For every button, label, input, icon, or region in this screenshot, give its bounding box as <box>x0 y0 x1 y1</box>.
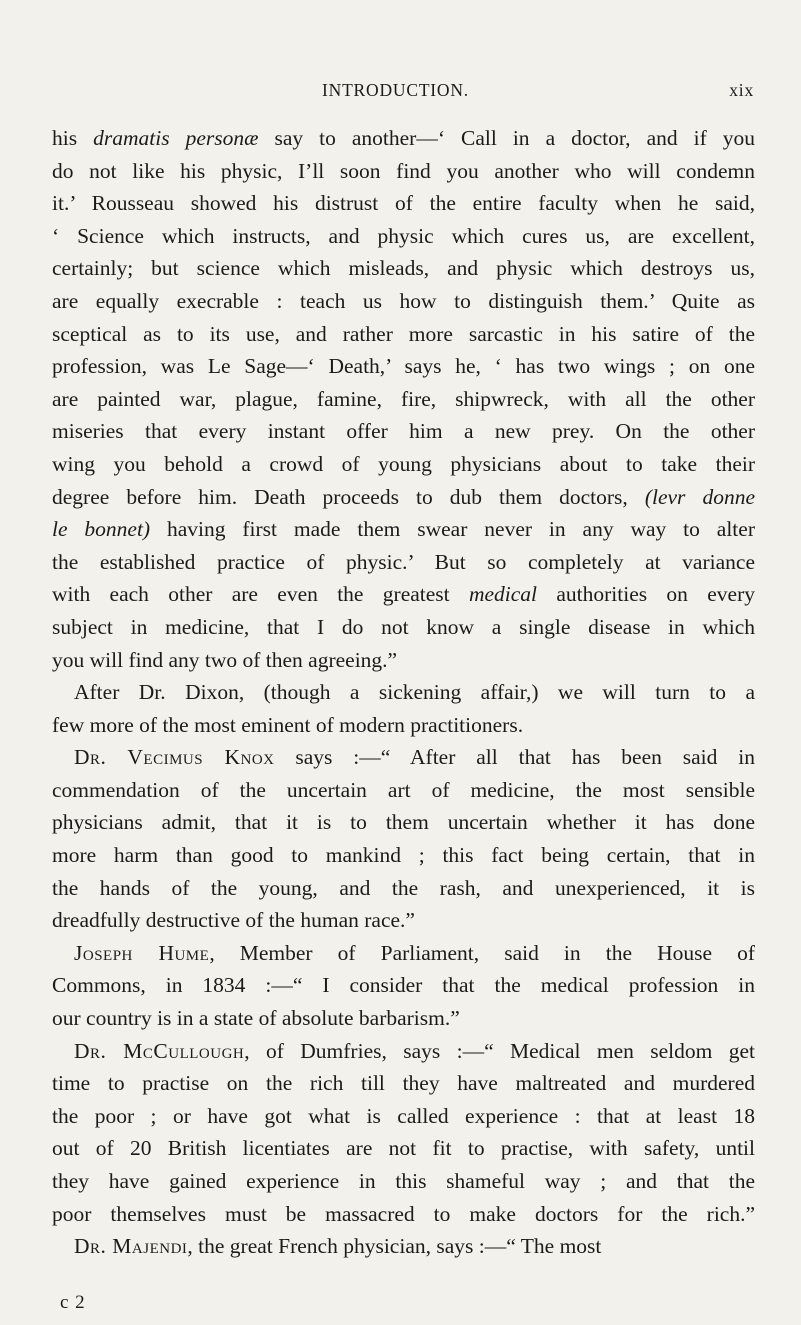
text-run: poor themselves must be massacred to make doctors for the rich.” <box>52 1201 755 1226</box>
small-caps-name: Dr. Majendi <box>74 1234 188 1259</box>
text-run: , Member of Parliament, said in the House of <box>209 940 755 965</box>
small-caps-name: Dr. Vecimus Knox <box>74 745 275 770</box>
text-run: certainly; but science which misleads, and physic which destroys us, <box>52 256 755 281</box>
text-line <box>52 611 755 644</box>
text-line <box>52 839 755 872</box>
italic-run: dramatis personæ <box>93 126 259 150</box>
text-line <box>52 709 755 742</box>
text-line <box>52 285 755 318</box>
text-run: the established practice of physic.’ But so completely at variance <box>52 549 755 574</box>
text-line <box>52 741 755 774</box>
text-run: are painted war, plague, famine, fire, shipwreck, with all the other <box>52 386 755 411</box>
text-run: authorities on every <box>537 582 755 607</box>
text-run: degree before him. Death proceeds to dub them doctors, <box>52 484 645 509</box>
text-line <box>52 806 755 839</box>
text-line <box>52 220 755 253</box>
text-line <box>52 155 755 188</box>
text-line <box>52 1100 755 1133</box>
text-line <box>52 481 755 514</box>
text-run: more harm than good to mankind ; this fact being certain, that in <box>52 843 755 868</box>
text-line <box>52 448 755 481</box>
text-line <box>52 187 755 220</box>
text-run: his <box>52 126 94 150</box>
text-run: dreadfully destructive of the human race.” <box>52 908 415 933</box>
text-run: they have gained experience in this shameful way ; and that the <box>52 1169 755 1193</box>
text-run: subject in medicine, that I do not know a single disease in which <box>52 614 755 639</box>
text-line <box>52 904 755 937</box>
text-run: you will find any two of then agreeing.” <box>52 647 398 672</box>
text-run: it.’ Rousseau showed his distrust of the entire faculty when he said, <box>52 191 755 216</box>
text-run: physicians admit, that it is to them uncertain whether it has done <box>52 810 755 835</box>
text-line <box>52 350 755 383</box>
text-line <box>52 1198 755 1231</box>
text-line <box>52 513 755 546</box>
italic-run: (levr donne <box>644 484 755 509</box>
text-line <box>52 676 755 709</box>
italic-run: le bonnet) <box>52 517 151 542</box>
page-number: xix <box>729 80 754 100</box>
text-line <box>52 122 755 155</box>
text-run: says :—“ After all that has been said in <box>274 745 755 770</box>
text-run: the hands of the young, and the rash, and unexperienced, it is <box>52 875 755 900</box>
text-run: , the great French physician, says :—“ The most <box>187 1234 602 1259</box>
text-line <box>52 774 755 807</box>
text-run: ‘ Science which instructs, and physic which cures us, are excellent, <box>52 223 755 248</box>
running-head <box>0 80 801 106</box>
text-line <box>52 1165 755 1198</box>
text-run: , of Dumfries, says :—“ Medical men seldom get <box>244 1038 755 1063</box>
text-run: few more of the most eminent of modern practitioners. <box>52 712 524 737</box>
text-run: sceptical as to its use, and rather more sarcastic in his satire of the <box>52 321 755 346</box>
text-line <box>52 872 755 905</box>
text-run: profession, was Le Sage—‘ Death,’ says he, ‘ has two wings ; on one <box>52 354 755 379</box>
body-text <box>52 122 755 1263</box>
text-line <box>52 1035 755 1068</box>
text-line <box>52 937 755 970</box>
italic-run: medical <box>468 582 538 607</box>
signature-mark: c 2 <box>60 1292 86 1313</box>
text-run: Commons, in 1834 :—“ I consider that the medical profession in <box>52 973 755 998</box>
text-line <box>52 252 755 285</box>
text-line <box>52 969 755 1002</box>
small-caps-name: Dr. McCullough <box>74 1038 245 1063</box>
text-run: wing you behold a crowd of young physicians about to take their <box>52 451 755 476</box>
text-line <box>52 383 755 416</box>
text-line <box>52 1230 755 1263</box>
text-run: are equally execrable : teach us how to distinguish them.’ Quite as <box>52 288 755 313</box>
text-run: do not like his physic, I’ll soon find you another who will condemn <box>52 158 755 183</box>
running-head-title: INTRODUCTION. <box>322 80 469 100</box>
text-run: our country is in a state of absolute barbarism.” <box>52 1006 460 1031</box>
text-line <box>52 318 755 351</box>
text-run: commendation of the uncertain art of medicine, the most sensible <box>52 777 755 802</box>
text-line <box>52 644 755 677</box>
text-line <box>52 546 755 579</box>
text-line <box>52 1132 755 1165</box>
text-line <box>52 1002 755 1035</box>
text-run: having first made them swear never in any way to alter <box>150 517 755 542</box>
small-caps-name: Joseph Hume <box>74 940 210 965</box>
text-line <box>52 415 755 448</box>
text-line <box>52 1067 755 1100</box>
text-run: time to practise on the rich till they have maltreated and murdered <box>52 1071 755 1096</box>
text-run: out of 20 British licentiates are not fit to practise, with safety, until <box>52 1136 755 1161</box>
text-run: miseries that every instant offer him a new prey. On the other <box>52 419 755 444</box>
text-run: After Dr. Dixon, (though a sickening affair,) we will turn to a <box>74 680 755 705</box>
text-run: say to another—‘ Call in a doctor, and if you <box>258 126 755 150</box>
text-line <box>52 578 755 611</box>
text-run: the poor ; or have got what is called experience : that at least 18 <box>52 1103 755 1128</box>
text-run: with each other are even the greatest <box>52 582 469 607</box>
